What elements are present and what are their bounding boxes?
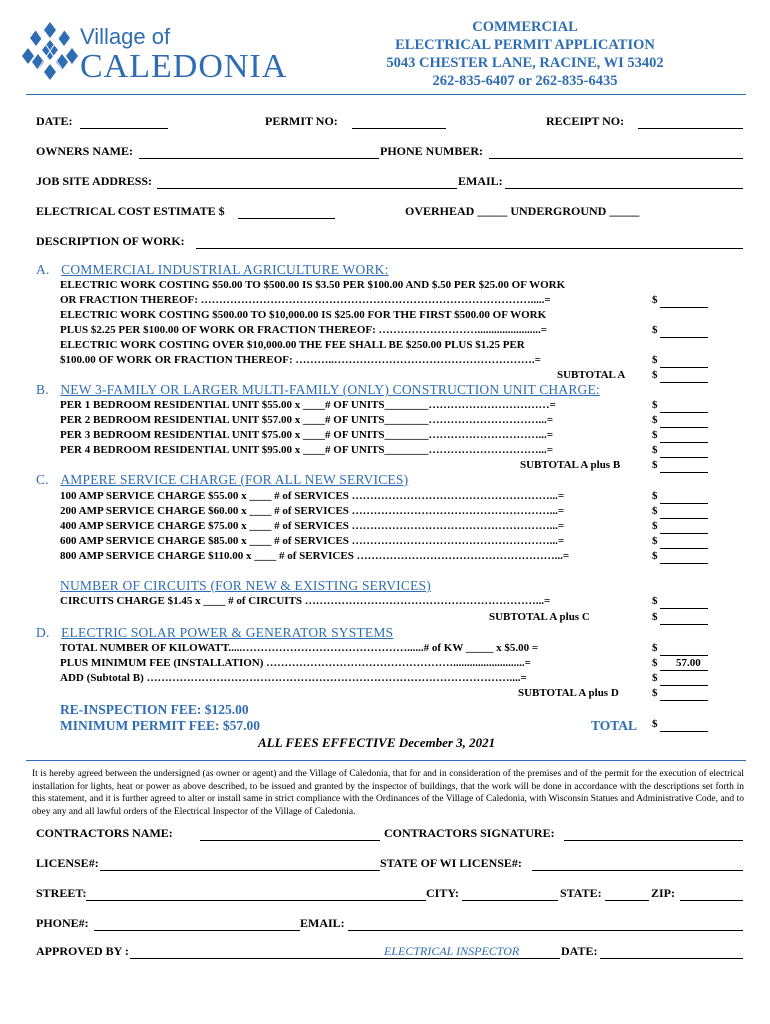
fee-line: ADD (Subtotal B) ………………………………………………………………………………………....= [60, 672, 527, 684]
job-site-address-field[interactable] [157, 188, 457, 189]
receipt-no-label: RECEIPT NO: [546, 114, 625, 128]
fee-line: 200 AMP SERVICE CHARGE $60.00 x ____ # of SERVICES ………………………………………………...= [60, 505, 565, 517]
section-letter: D. [36, 625, 50, 640]
license-label: LICENSE#: [36, 856, 99, 870]
fee-line: 400 AMP SERVICE CHARGE $75.00 x ____ # of SERVICES ………………………………………………...= [60, 520, 565, 532]
dollar-sign: $ [652, 414, 658, 426]
dollar-sign: $ [652, 294, 658, 306]
contractors-name-field[interactable] [200, 840, 380, 841]
state-license-label: STATE OF WI LICENSE#: [380, 856, 522, 870]
dollar-sign: $ [652, 520, 658, 532]
logo-mark-icon [22, 20, 78, 82]
owners-name-field[interactable] [139, 158, 379, 159]
city-field[interactable] [462, 900, 558, 901]
title-line: COMMERCIAL [472, 19, 578, 35]
dollar-sign: $ [652, 657, 658, 669]
dollar-sign: $ [652, 490, 658, 502]
dollar-sign: $ [652, 672, 658, 684]
reinspection-fee: RE-INSPECTION FEE: $125.00 [60, 702, 249, 717]
min-fee-value: 57.00 [676, 657, 701, 669]
dollar-sign: $ [652, 399, 658, 411]
subtotal-label: SUBTOTAL A plus C [489, 611, 590, 623]
fee-amount-field[interactable] [660, 427, 708, 428]
section-letter: B. [36, 382, 49, 397]
phone-number-field[interactable] [489, 158, 743, 159]
fee-amount-field[interactable] [660, 548, 708, 549]
phone-label: PHONE#: [36, 916, 89, 930]
fees-effective-date: ALL FEES EFFECTIVE December 3, 2021 [258, 735, 496, 750]
state-license-field[interactable] [532, 870, 743, 871]
minimum-permit-fee: MINIMUM PERMIT FEE: $57.00 [60, 718, 260, 733]
phone-number-label: PHONE NUMBER: [380, 144, 483, 158]
contractors-name-label: CONTRACTORS NAME: [36, 826, 173, 840]
dollar-sign: $ [652, 459, 658, 471]
section-letter: C. [36, 472, 49, 487]
subtotal-label: SUBTOTAL A plus B [520, 459, 621, 471]
section-title: COMMERCIAL INDUSTRIAL AGRICULTURE WORK: [61, 262, 389, 277]
job-site-address-label: JOB SITE ADDRESS: [36, 174, 153, 188]
fee-amount-field[interactable] [660, 412, 708, 413]
fee-amount-field[interactable] [660, 367, 708, 368]
section-letter: A. [36, 262, 50, 277]
fee-amount-field[interactable] [660, 608, 708, 609]
fee-amount-field[interactable] [660, 533, 708, 534]
fee-amount-field[interactable] [660, 307, 708, 308]
receipt-no-field[interactable] [638, 128, 743, 129]
section-d-heading [36, 625, 393, 641]
fee-line: 800 AMP SERVICE CHARGE $110.00 x ____ # of SERVICES ………………………………………………...= [60, 550, 570, 562]
logo-text-top: Village of [80, 24, 171, 49]
fee-amount-field[interactable] [660, 457, 708, 458]
contractors-signature-field[interactable] [564, 840, 743, 841]
overhead-underground-label: OVERHEAD _____ UNDERGROUND _____ [405, 204, 640, 218]
fee-line: 100 AMP SERVICE CHARGE $55.00 x ____ # of SERVICES ………………………………………………...= [60, 490, 565, 502]
contractor-email-field[interactable] [348, 930, 743, 931]
title-line: ELECTRICAL PERMIT APPLICATION [395, 37, 655, 53]
section-title: NEW 3-FAMILY OR LARGER MULTI-FAMILY (ONLY) CONSTRUCTION UNIT CHARGE: [60, 382, 600, 397]
fee-amount-field[interactable] [660, 503, 708, 504]
electrical-inspector-label: ELECTRICAL INSPECTOR [384, 944, 520, 958]
section-b-heading [36, 382, 600, 398]
email-field[interactable] [505, 188, 743, 189]
fee-amount-field[interactable] [660, 700, 708, 701]
header-divider [26, 94, 746, 95]
subtotal-label: SUBTOTAL A [557, 369, 626, 381]
section-title: ELECTRIC SOLAR POWER & GENERATOR SYSTEMS [61, 625, 394, 640]
subtotal-label: SUBTOTAL A plus D [518, 687, 619, 699]
section-a-heading [36, 262, 389, 278]
agreement-divider [26, 760, 746, 761]
fee-line: ELECTRIC WORK COSTING OVER $10,000.00 THE FEE SHALL BE $250.00 PLUS $1.25 PER [60, 339, 525, 351]
fee-amount-field[interactable] [660, 382, 708, 383]
fee-amount-field[interactable] [660, 624, 708, 625]
fee-line: OR FRACTION THEREOF: ……………………………………………………………………………….....= [60, 294, 551, 306]
circuits-title: NUMBER OF CIRCUITS (FOR NEW & EXISTING SERVICES) [60, 578, 431, 593]
form-title [360, 18, 690, 90]
dollar-sign: $ [652, 354, 658, 366]
agreement-text: It is hereby agreed between the undersigned (as owner or agent) and the Village of Caledonia, that for and in consideration of the premises and of the permit for the execution of electrical installation for lights, heat or power as above described, to be issued and granted by the inspector of buildings, that the work will be done in accordance with the descriptions set forth in this statement, and it is further agreed to alter or install same in strict compliance with the Ordinances of the Village of Caledonia, with Wisconsin Statues and Administrative Code, and to obey any and all lawful orders of the Electrical Inspector of the Village of Caledonia. [32, 769, 744, 817]
fee-amount-field[interactable] [660, 563, 708, 564]
zip-field[interactable] [680, 900, 743, 901]
city-label: CITY: [426, 886, 459, 900]
fee-amount-field[interactable] [660, 655, 708, 656]
fee-line: PER 1 BEDROOM RESIDENTIAL UNIT $55.00 x ____# OF UNITS________……………………………= [60, 399, 556, 411]
street-field[interactable] [86, 900, 426, 901]
contractors-signature-label: CONTRACTORS SIGNATURE: [384, 826, 555, 840]
fee-amount-field[interactable] [660, 518, 708, 519]
logo-text-bottom: CALEDONIA [80, 48, 288, 85]
dollar-sign: $ [652, 535, 658, 547]
street-label: STREET: [36, 886, 87, 900]
dollar-sign: $ [652, 550, 658, 562]
date-label: DATE: [36, 114, 73, 128]
fee-line: PER 4 BEDROOM RESIDENTIAL UNIT $95.00 x ____# OF UNITS________…………………………...= [60, 444, 554, 456]
description-field[interactable] [196, 248, 743, 249]
fee-line: PLUS MINIMUM FEE (INSTALLATION) ……………………………………………..........................= [60, 657, 531, 669]
date-field[interactable] [80, 128, 168, 129]
title-line: 5043 CHESTER LANE, RACINE, WI 53402 [386, 55, 664, 71]
phone-field[interactable] [94, 930, 300, 931]
dollar-sign: $ [652, 429, 658, 441]
owners-name-label: OWNERS NAME: [36, 144, 134, 158]
cost-estimate-field[interactable] [238, 218, 335, 219]
fee-line: PLUS $2.25 PER $100.00 OF WORK OR FRACTION THEREOF: ……………………….......................= [60, 324, 548, 336]
fee-line: 600 AMP SERVICE CHARGE $85.00 x ____ # of SERVICES ………………………………………………...= [60, 535, 565, 547]
fee-line: CIRCUITS CHARGE $1.45 x ____ # of CIRCUITS ………………………………………………………...= [60, 595, 551, 607]
fee-amount-field[interactable] [660, 472, 708, 473]
permit-no-field[interactable] [352, 128, 446, 129]
fee-amount-field[interactable] [660, 442, 708, 443]
approval-date-label: DATE: [561, 944, 598, 958]
fee-amount-field[interactable] [660, 685, 708, 686]
cost-estimate-label: ELECTRICAL COST ESTIMATE $ [36, 204, 225, 218]
dollar-sign: $ [652, 642, 658, 654]
title-line: 262-835-6407 or 262-835-6435 [432, 73, 618, 89]
section-c-heading [36, 472, 408, 488]
dollar-sign: $ [652, 687, 658, 699]
dollar-sign: $ [652, 595, 658, 607]
dollar-sign: $ [652, 369, 658, 381]
fee-amount-field[interactable] [660, 337, 708, 338]
fee-line: PER 3 BEDROOM RESIDENTIAL UNIT $75.00 x ____# OF UNITS________…………………………...= [60, 429, 554, 441]
fee-line: TOTAL NUMBER OF KILOWATT.....………………………………………......# of KW _____ x $5.00 = [60, 642, 539, 654]
fee-line: PER 2 BEDROOM RESIDENTIAL UNIT $57.00 x ____# OF UNITS________…………………………...= [60, 414, 554, 426]
fee-amount-field[interactable] [660, 670, 708, 671]
approval-date-field[interactable] [600, 958, 743, 959]
section-title: AMPERE SERVICE CHARGE (FOR ALL NEW SERVICES) [60, 472, 409, 487]
circuits-heading [60, 578, 431, 594]
fee-line: ELECTRIC WORK COSTING $500.00 TO $10,000.00 IS $25.00 FOR THE FIRST $500.00 OF WORK [60, 309, 547, 321]
fee-line: ELECTRIC WORK COSTING $50.00 TO $500.00 IS $3.50 PER $100.00 AND $.50 PER $25.00 OF WORK [60, 279, 566, 291]
dollar-sign: $ [652, 718, 658, 730]
email-label: EMAIL: [458, 174, 503, 188]
contractor-email-label: EMAIL: [300, 916, 345, 930]
state-label: STATE: [560, 886, 602, 900]
description-label: DESCRIPTION OF WORK: [36, 234, 185, 248]
license-field[interactable] [100, 870, 380, 871]
dollar-sign: $ [652, 611, 658, 623]
fee-line: $100.00 OF WORK OR FRACTION THEREOF: ………..……………………………………………….= [60, 354, 541, 366]
fee-amount-field[interactable] [660, 731, 708, 732]
permit-no-label: PERMIT NO: [265, 114, 338, 128]
state-field[interactable] [605, 900, 649, 901]
dollar-sign: $ [652, 505, 658, 517]
zip-label: ZIP: [651, 886, 675, 900]
total-label: TOTAL [591, 718, 638, 733]
village-logo [20, 18, 310, 88]
dollar-sign: $ [652, 324, 658, 336]
dollar-sign: $ [652, 444, 658, 456]
approved-by-label: APPROVED BY : [36, 944, 129, 958]
